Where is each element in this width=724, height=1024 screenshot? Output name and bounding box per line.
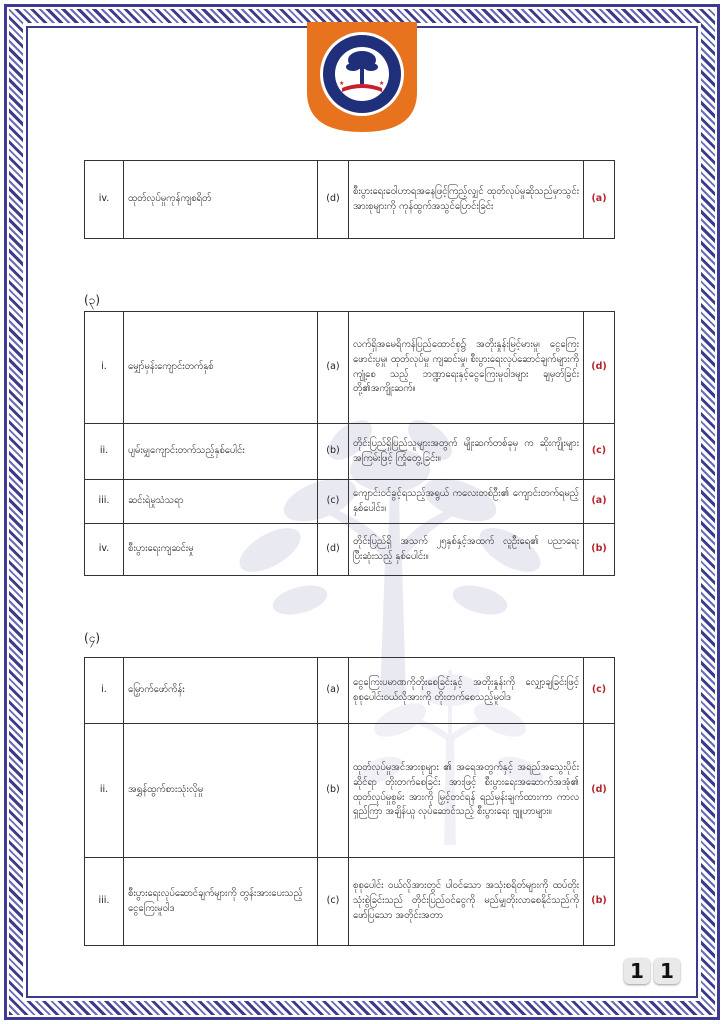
definition-cell: လက်ရှိအမေရိကန်ပြည်ထောင်စု၌ အတိုးနှုန်းမြင့်မားမှု၊ ငွေကြေး ဖောင်းပွမှု၊ ထုတ်လုပ်မှု ကျဆင်းမှု၊ စီးပွားရေးလုပ်ဆောင်ချက်များကို ကျုံ့စေ သည့် ဘဏ္ဍာရေးနှင့်ငွေကြေးမူဝါဒများ ချမှတ်ခြင်း တို့၏အကျိုးဆက်။ (349, 312, 584, 424)
term-cell: မြှောက်ဖော်ကိန်း (124, 658, 318, 724)
definition-cell: ငွေကြေးပမာဏကိုတိုးစေခြင်းနှင့် အတိုးနှုန်းကို လျှော့ချခြင်းဖြင့် စုစုပေါင်းဝယ်လိုအားကို တိုးတက်စေသည့်မူဝါဒ (349, 658, 584, 724)
matching-table-section-2 (84, 311, 615, 576)
answer-cell: (b) (584, 524, 615, 576)
page-number-digit: 1 (654, 958, 680, 984)
option-letter: (b) (318, 724, 349, 858)
definition-cell: စီးပွားရေးဝေါဟာရအနေဖြင့်ကြည့်လျှင် ထုတ်လုပ်မှုဆိုသည်မှာသွင်းအားစုများကို ကုန်ထွက်အသွင်ပြောင်းခြင်း (349, 161, 584, 239)
table-row (85, 524, 615, 576)
term-cell: စီးပွားရေးကျဆင်းမှု (124, 524, 318, 576)
definition-cell: စုစုပေါင်း ဝယ်လိုအားတွင် ပါဝင်သော အသုံးစရိတ်များကို ထပ်တိုးသုံးစွဲခြင်းသည် တိုင်းပြည်ဝင်ငွေကို မည်မျှတိုးလာစေနိုင်သည်ကို ဖော်ပြသော အတိုင်းအတာ (349, 858, 584, 946)
page-number (624, 958, 680, 984)
matching-table-section-3 (84, 657, 615, 946)
answer-cell: (a) (584, 480, 615, 524)
term-cell: စီးပွားရေးလုပ်ဆောင်ချက်များကို တွန်းအားပေးသည့် ငွေကြေးမူဝါဒ (124, 858, 318, 946)
svg-text:★: ★ (339, 80, 345, 87)
matching-table-top (84, 160, 615, 239)
option-letter: (b) (318, 424, 349, 480)
term-cell: မျှော်မှန်းကျောင်းတက်နှစ် (124, 312, 318, 424)
page-number-digit: 1 (624, 958, 650, 984)
definition-cell: ကျောင်းဝင်ခွင့်ရသည့်အရွယ် ကလေးတစ်ဦး၏ ကျောင်းတက်ရမည့်နှစ်ပေါင်း။ (349, 480, 584, 524)
table-row (85, 724, 615, 858)
answer-cell: (b) (584, 858, 615, 946)
answer-cell: (c) (584, 658, 615, 724)
option-letter: (a) (318, 658, 349, 724)
option-letter: (a) (318, 312, 349, 424)
table-row (85, 424, 615, 480)
row-number: ii. (85, 424, 124, 480)
term-cell: ထုတ်လုပ်မှုကုန်ကျစရိတ် (124, 161, 318, 239)
answer-cell: (c) (584, 424, 615, 480)
term-cell: အရွှန်ထွက်စားသုံးလိုမှု (124, 724, 318, 858)
definition-cell: တိုင်းပြည်ရှိ အသက် ၂၅နှစ်နှင့်အထက် လူဦးရေ၏ ပညာရေး ပြီးဆုံးသည့် နှစ်ပေါင်း။ (349, 524, 584, 576)
term-cell: ဆင်းရဲမှုသံသရာ (124, 480, 318, 524)
option-letter: (c) (318, 858, 349, 946)
table-row (85, 658, 615, 724)
row-number: i. (85, 658, 124, 724)
row-number: iii. (85, 858, 124, 946)
definition-cell: တိုင်းပြည်ရှိပြည်သူများအတွက် မျိုးဆက်တစ်ခုမှ က ဆိုးကျိုးများ အကြမ်းဖြင့် ကြုံတွေ့ခြင်း။ (349, 424, 584, 480)
section-number: (၃) (84, 293, 101, 307)
option-letter: (d) (318, 524, 349, 576)
answer-cell: (a) (584, 161, 615, 239)
table-row (85, 312, 615, 424)
svg-text:★: ★ (379, 80, 385, 87)
row-number: iv. (85, 524, 124, 576)
answer-cell: (d) (584, 724, 615, 858)
answer-cell: (d) (584, 312, 615, 424)
option-letter: (c) (318, 480, 349, 524)
row-number: iii. (85, 480, 124, 524)
table-row (85, 480, 615, 524)
section-number: (၄) (84, 631, 101, 645)
table-row (85, 858, 615, 946)
table-row (85, 161, 615, 239)
ministry-logo (307, 22, 417, 132)
option-letter: (d) (318, 161, 349, 239)
row-number: ii. (85, 724, 124, 858)
row-number: iv. (85, 161, 124, 239)
term-cell: ပျမ်းမျှကျောင်းတက်သည့်နှစ်ပေါင်း (124, 424, 318, 480)
row-number: i. (85, 312, 124, 424)
definition-cell: ထုတ်လုပ်မှုအင်အားစုများ ၏ အရေအတွက်နှင့် အရည်အသွေးပိုင်းဆိုင်ရာ တိုးတက်စေခြင်း အားဖြင့် စီးပွားရေးအဆောက်အအုံ၏ ထုတ်လုပ်မှုစွမ်း အားကို မြှင့်တင်ရန် ရည်မှန်းချက်ထားကာ ကာလ ရှည်ကြာ အချိန်ယူ လုပ်ဆောင်သည့် စီးပွားရေး ဗျူဟာများ။ (349, 724, 584, 858)
